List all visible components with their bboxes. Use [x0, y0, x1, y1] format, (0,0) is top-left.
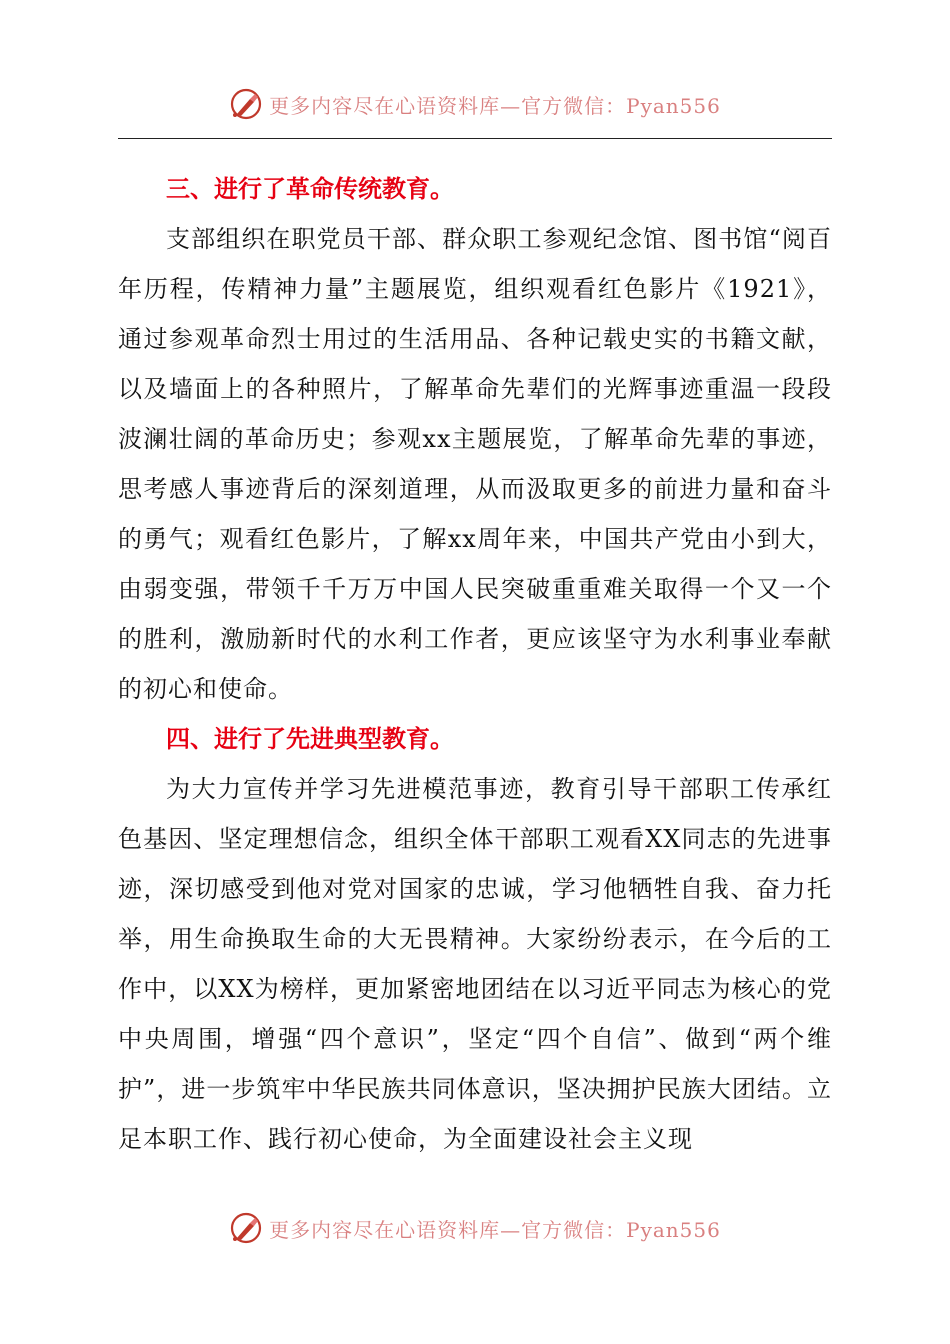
header-divider [118, 138, 832, 139]
section-heading-3: 三、进行了革命传统教育。 [166, 175, 454, 203]
header-banner-text: 更多内容尽在心语资料库—官方微信：Pyan556 [269, 93, 721, 118]
section-paragraph-3: 支部组织在职党员干部、群众职工参观纪念馆、图书馆“阅百年历程，传精神力量”主题展览，组织观看红色影片《1921》，通过参观革命烈士用过的生活用品、各种记载史实的书籍文献，以及墙面上的各种照片，了解革命先辈们的光辉事迹重温一段段波澜壮阔的革命历史；参观xx主题展览，了解革命先辈的事迹，思考感人事迹背后的深刻道理，从而汲取更多的前进力量和奋斗的勇气；观看红色影片，了解xx周年来，中国共产党由小到大，由弱变强，带领千千万万中国人民突破重重难关取得一个又一个的胜利，激励新时代的水利工作者，更应该坚守为水利事业奉献的初心和使命。 [118, 225, 832, 703]
pen-nib-circle-icon [229, 87, 263, 121]
section-heading-4: 四、进行了先进典型教育。 [166, 725, 454, 753]
document-body [118, 164, 832, 1164]
footer-banner [0, 1208, 950, 1248]
pen-nib-circle-icon [229, 1211, 263, 1245]
section-paragraph-4: 为大力宣传并学习先进模范事迹，教育引导干部职工传承红色基因、坚定理想信念，组织全体干部职工观看XX同志的先进事迹，深切感受到他对党对国家的忠诚，学习他牺牲自我、奋力托举，用生命换取生命的大无畏精神。大家纷纷表示，在今后的工作中，以XX为榜样，更加紧密地团结在以习近平同志为核心的党中央周围，增强“四个意识”，坚定“四个自信”、做到“两个维护”，进一步筑牢中华民族共同体意识，坚决拥护民族大团结。立足本职工作、践行初心使命，为全面建设社会主义现 [118, 775, 832, 1153]
footer-banner-text: 更多内容尽在心语资料库—官方微信：Pyan556 [269, 1217, 721, 1242]
header-banner [0, 84, 950, 124]
